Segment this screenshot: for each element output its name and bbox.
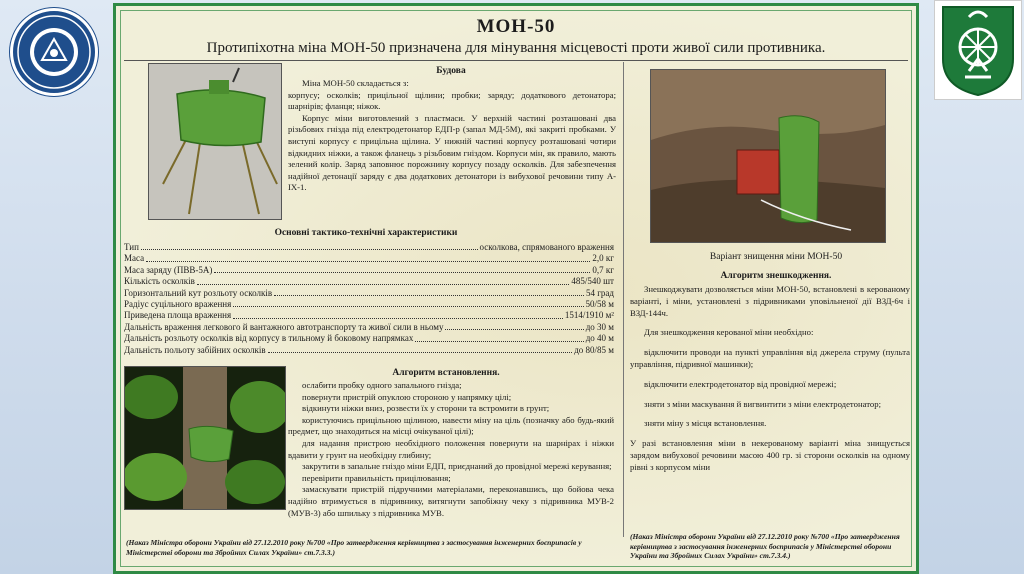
install-heading: Алгоритм встановлення. <box>392 368 500 378</box>
spec-value: осколкова, спрямованого враження <box>479 242 614 252</box>
install-step: перевірити правильність прицілювання; <box>302 472 451 483</box>
neutralize-p1: Знешкоджувати дозволяється міни МОН-50, встановлені в керованому варіанті, і міни, установлені з підривниками уповільненої дії ВЗД-6ч і ВЗД-144ч. <box>630 284 910 318</box>
spec-value: 0,7 кг <box>592 264 614 275</box>
spec-row <box>124 322 614 333</box>
neutralize-p7: У разі встановлення міни в некерованому варіанті міна знищується зарядом вибухової речовини масою 400 гр. зі сторони осколків на одному рівні з корпусом міни <box>630 438 910 472</box>
spec-row <box>124 276 614 287</box>
neutralize-p4: відключити електродетонатор від провідної мережі; <box>644 378 837 389</box>
construction-p1: Міна МОН-50 складається з: <box>302 78 409 88</box>
spec-label: Тип <box>124 242 139 252</box>
spec-value: до 80/85 м <box>574 344 614 355</box>
spec-label: Дальність польоту забійних осколків <box>124 344 266 355</box>
spec-value: 2,0 кг <box>592 253 614 264</box>
spec-value: 50/58 м <box>585 299 614 310</box>
install-step: закрутити в запальне гніздо міни ЕДП, приєднаний до провідної мережі керування; <box>302 461 612 472</box>
install-steps <box>288 380 614 519</box>
spec-label: Радіус суцільного враження <box>124 299 232 310</box>
spec-value: 54 град <box>585 287 614 298</box>
construction-p3: Корпус міни виготовлений з пластмаси. У верхній частині розташовані два різьбових гнізда під електродетонатор ЕДП-р (запал МД-5М), які закриті пробками. У виступі корпусу є прицільна щілина. У нижній частині корпусу розташовані чотири відкидних ніжки, а також фланець з різьбовим гніздом. Корпуси мін, як правило, мають зелений колір. Заряд заповнює порожнину корпусу позаду осколків. Для забезпечення надійної детонації заряду є два додаткових детонатори із вибухової речовини типу А-ІХ-1. <box>288 112 616 193</box>
neutralize-p5: зняти з міни маскування й вигвинтити з міни електродетонатор; <box>644 398 882 409</box>
spec-row <box>124 345 614 356</box>
spec-label: Дальність враження легкового й вантажного автотранспорту та живої сили в ньому <box>124 321 444 332</box>
spec-row <box>124 253 614 264</box>
spec-value: до 30 м <box>585 321 614 332</box>
install-step: замаскувати пристрій підручними матеріалами, переконавшись, що бойова чека надійно втримується в підривнику, витягнути запобіжну чеку з підривника МУВ-2 (МУВ-3) або шпильку з підривника МУВ. <box>288 484 614 518</box>
install-step: для надання пристрою необхідного положення повернути на шарнірах і ніжки вдавити у грунт на необхідну глибину; <box>288 437 614 460</box>
page-subtitle: Протипіхотна міна МОН-50 призначена для мінування місцевості проти живої сили противника. <box>206 40 826 56</box>
spec-value: до 40 м <box>585 333 614 344</box>
header-divider <box>124 60 908 61</box>
neutralize-p3: відключити проводи на пункті управління від джерела струму (пульта управління, підривної машинки); <box>630 347 910 369</box>
mine-photo <box>148 63 282 220</box>
university-logo <box>10 8 98 96</box>
spec-label: Маса <box>124 253 145 264</box>
spec-label: Дальність розльоту осколків від корпусу в тильному й боковому напрямках <box>124 333 414 344</box>
specs-table <box>124 242 614 356</box>
spec-row <box>124 333 614 344</box>
specs-heading: Основні тактико-технічні характеристики <box>274 228 458 238</box>
install-step: ослабити пробку одного запального гнізда; <box>302 380 462 390</box>
spec-row <box>124 299 614 310</box>
spec-value: 485/540 шт <box>571 276 614 287</box>
spec-label: Горизонтальний кут розльоту осколків <box>124 287 273 298</box>
install-step: відкинути ніжки вниз, розвести їх у сторони та встромити в грунт; <box>302 403 550 414</box>
spec-value: 1514/1910 м² <box>564 310 614 321</box>
spec-row <box>124 288 614 299</box>
destruction-photo-caption: Варіант знищення міни МОН-50 <box>709 252 843 262</box>
install-step: користуючись прицільною щілиною, навести міну на ціль (позначку або будь-який предмет, що знаходиться на місці очікуваної цілі); <box>288 414 614 437</box>
spec-row <box>124 265 614 276</box>
construction-heading: Будова <box>436 66 466 76</box>
page-title: МОН-50 <box>476 16 556 37</box>
neutralize-p2: Для знешкодження керованої міни необхідно: <box>644 327 814 338</box>
neutralize-order-note: (Наказ Міністра оборони України від 27.12.2010 року №700 «Про затвердження керівництва з застосування інженерних боєприпасів у Міністерстві оборони України та Збройних Силах України» ст.7.3.4.) <box>630 532 900 561</box>
install-step: повернути пристрій опуклою стороною у напрямку цілі; <box>302 391 512 402</box>
construction-p2: корпусу; осколків; прицільної щілини; пробки; заряду; додаткового детонатора; шарнірів; фланця; ніжок. <box>288 89 616 112</box>
install-order-note: (Наказ Міністра оборони України від 27.12.2010 року №700 «Про затвердження керівництва з застосування інженерних боєприпасів у Міністерстві оборони та Збройних Силах України» ст.7.3.3.) <box>126 538 582 557</box>
institute-emblem <box>934 0 1022 100</box>
spec-row <box>124 242 614 253</box>
neutralize-text <box>630 284 910 474</box>
mine-on-tree-photo <box>124 366 286 510</box>
construction-text <box>288 78 616 194</box>
spec-row <box>124 310 614 321</box>
poster-document <box>113 3 919 574</box>
column-divider <box>623 62 624 537</box>
neutralize-p6: зняти міну з місця встановлення. <box>644 418 767 429</box>
spec-label: Маса заряду (ПВВ-5А) <box>124 264 213 275</box>
neutralize-heading: Алгоритм знешкодження. <box>720 271 832 281</box>
mine-destruction-photo <box>650 69 886 243</box>
spec-label: Приведена площа враження <box>124 310 232 321</box>
spec-label: Кількість осколків <box>124 276 195 287</box>
